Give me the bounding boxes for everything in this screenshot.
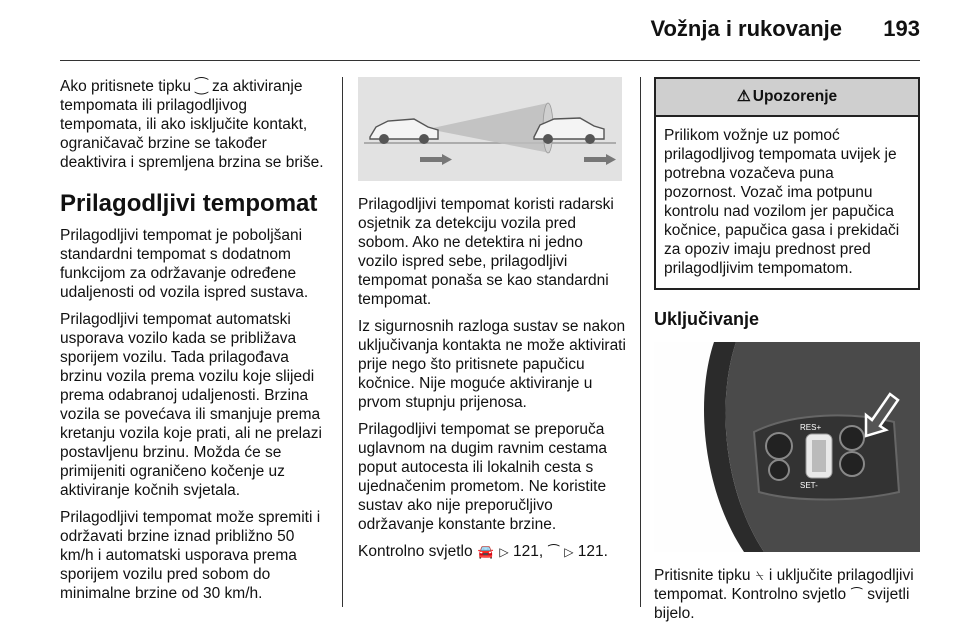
set-label: SET- bbox=[800, 481, 818, 490]
column-divider-2 bbox=[640, 77, 641, 607]
paragraph: Prilagodljivi tempomat koristi radarski osjetnik za detekciju vozila pred sobom. Ako ne detektira ni jedno vozilo ispred sebe, prilagodljivi tempomat ponaša se kao standardni tempomat. bbox=[358, 196, 614, 308]
caption-text: Pritisnite tipku bbox=[654, 567, 751, 584]
page-reference-arrow-icon: ▷ bbox=[564, 545, 574, 559]
indicator-reference-paragraph bbox=[358, 542, 626, 562]
column-3 bbox=[654, 77, 920, 631]
column-2 bbox=[358, 77, 626, 570]
radar-illustration bbox=[358, 77, 622, 181]
paragraph: Prilagodljivi tempomat može spremiti i održavati brzine iznad približno 50 km/h i automatski usporava prema sporijem vozilu pred sobom do minimalne brzine od 30 km/h. bbox=[60, 509, 321, 602]
indicator-label: Kontrolno svjetlo bbox=[358, 543, 473, 560]
page-number: 193 bbox=[883, 16, 920, 41]
cruise-control-icon: ⁀ bbox=[548, 544, 559, 559]
radar-beam bbox=[428, 103, 550, 153]
paragraph: Prilagodljivi tempomat je poboljšani standardni tempomat s dodatnom funkcijom za održavanje određene udaljenosti od vozila ispred sustava. bbox=[60, 227, 309, 301]
warning-header bbox=[656, 79, 918, 117]
column-1 bbox=[60, 77, 328, 611]
adaptive-cruise-button-icon: ⍀ bbox=[755, 568, 764, 583]
paragraph: Prilagodljivi tempomat se preporuča uglavnom na dugim ravnim cestama poput autocesta ili lokalnih cesta s ujednačenim prometom. Ne koristite sustav ako nije preporučljivo održavanje konstante brzine. bbox=[358, 421, 607, 533]
page-reference-arrow-icon: ▷ bbox=[499, 545, 509, 559]
radar-figure bbox=[358, 77, 622, 181]
warning-title: Upozorenje bbox=[752, 88, 838, 105]
page-reference[interactable]: 121. bbox=[577, 543, 608, 560]
subsection-title: Uključivanje bbox=[654, 309, 760, 329]
direction-arrow-icon bbox=[420, 154, 452, 165]
warning-triangle-icon: ⚠ bbox=[736, 88, 751, 105]
direction-arrow-icon bbox=[584, 154, 616, 165]
page-reference[interactable]: 121, bbox=[512, 543, 544, 560]
warning-text: Prilikom vožnje uz pomoć prilagodljivog tempomata uvijek je potrebna vozačeva puna pozornost. Vozač ima potpunu kontrolu nad vozilom jer papučica kočnice, papučica gasa i prekidači za opoziv imaju prednost pred prilagodljivim tempomatom. bbox=[664, 127, 900, 277]
steering-wheel-illustration bbox=[654, 342, 920, 552]
intro-paragraph: Ako pritisnete tipku ⁐ za aktiviranje tempomata ili prilagodljivog tempomata, ili ako isključite kontakt, ograničavač brzine se također deaktivira i spremljena brzina se briše. bbox=[60, 78, 324, 171]
section-title: Prilagodljivi tempomat bbox=[60, 190, 318, 217]
steering-wheel-figure bbox=[654, 342, 920, 552]
caption-paragraph bbox=[654, 566, 920, 623]
car-ahead-icon: 🚘 bbox=[477, 544, 495, 559]
column-divider-1 bbox=[342, 77, 343, 607]
cruise-control-icon: ⁀ bbox=[851, 587, 862, 602]
paragraph: Iz sigurnosnih razloga sustav se nakon uključivanja kontakta ne može aktivirati prije nego što pritisnete papučicu kočnice. Nije moguće aktiviranje u prvom stupnju prijenosa. bbox=[358, 318, 626, 411]
chapter-title: Vožnja i rukovanje bbox=[650, 16, 842, 41]
res-label: RES+ bbox=[800, 423, 822, 432]
page-header bbox=[0, 0, 960, 62]
header-rule bbox=[60, 60, 920, 61]
own-car-icon bbox=[370, 119, 438, 144]
caption-text: i uključite prilagodljivi tempomat. Kontrolno svjetlo bbox=[654, 567, 914, 603]
warning-box bbox=[654, 77, 920, 290]
paragraph: Prilagodljivi tempomat automatski usporava vozilo kada se približava sporijem vozilu. Tada prilagođava brzinu vozila prema vozilu koje slijedi prema odabranoj udaljenosti. Brzina vozila se povećava ili smanjuje prema kretanju vozila koje prati, ali ne prelazi postavljenu brzinu. Možda će se primijeniti ograničeno kočenje uz aktiviranje kočnih svjetala. bbox=[60, 311, 322, 499]
caption-text: svijetli bijelo. bbox=[654, 586, 910, 622]
